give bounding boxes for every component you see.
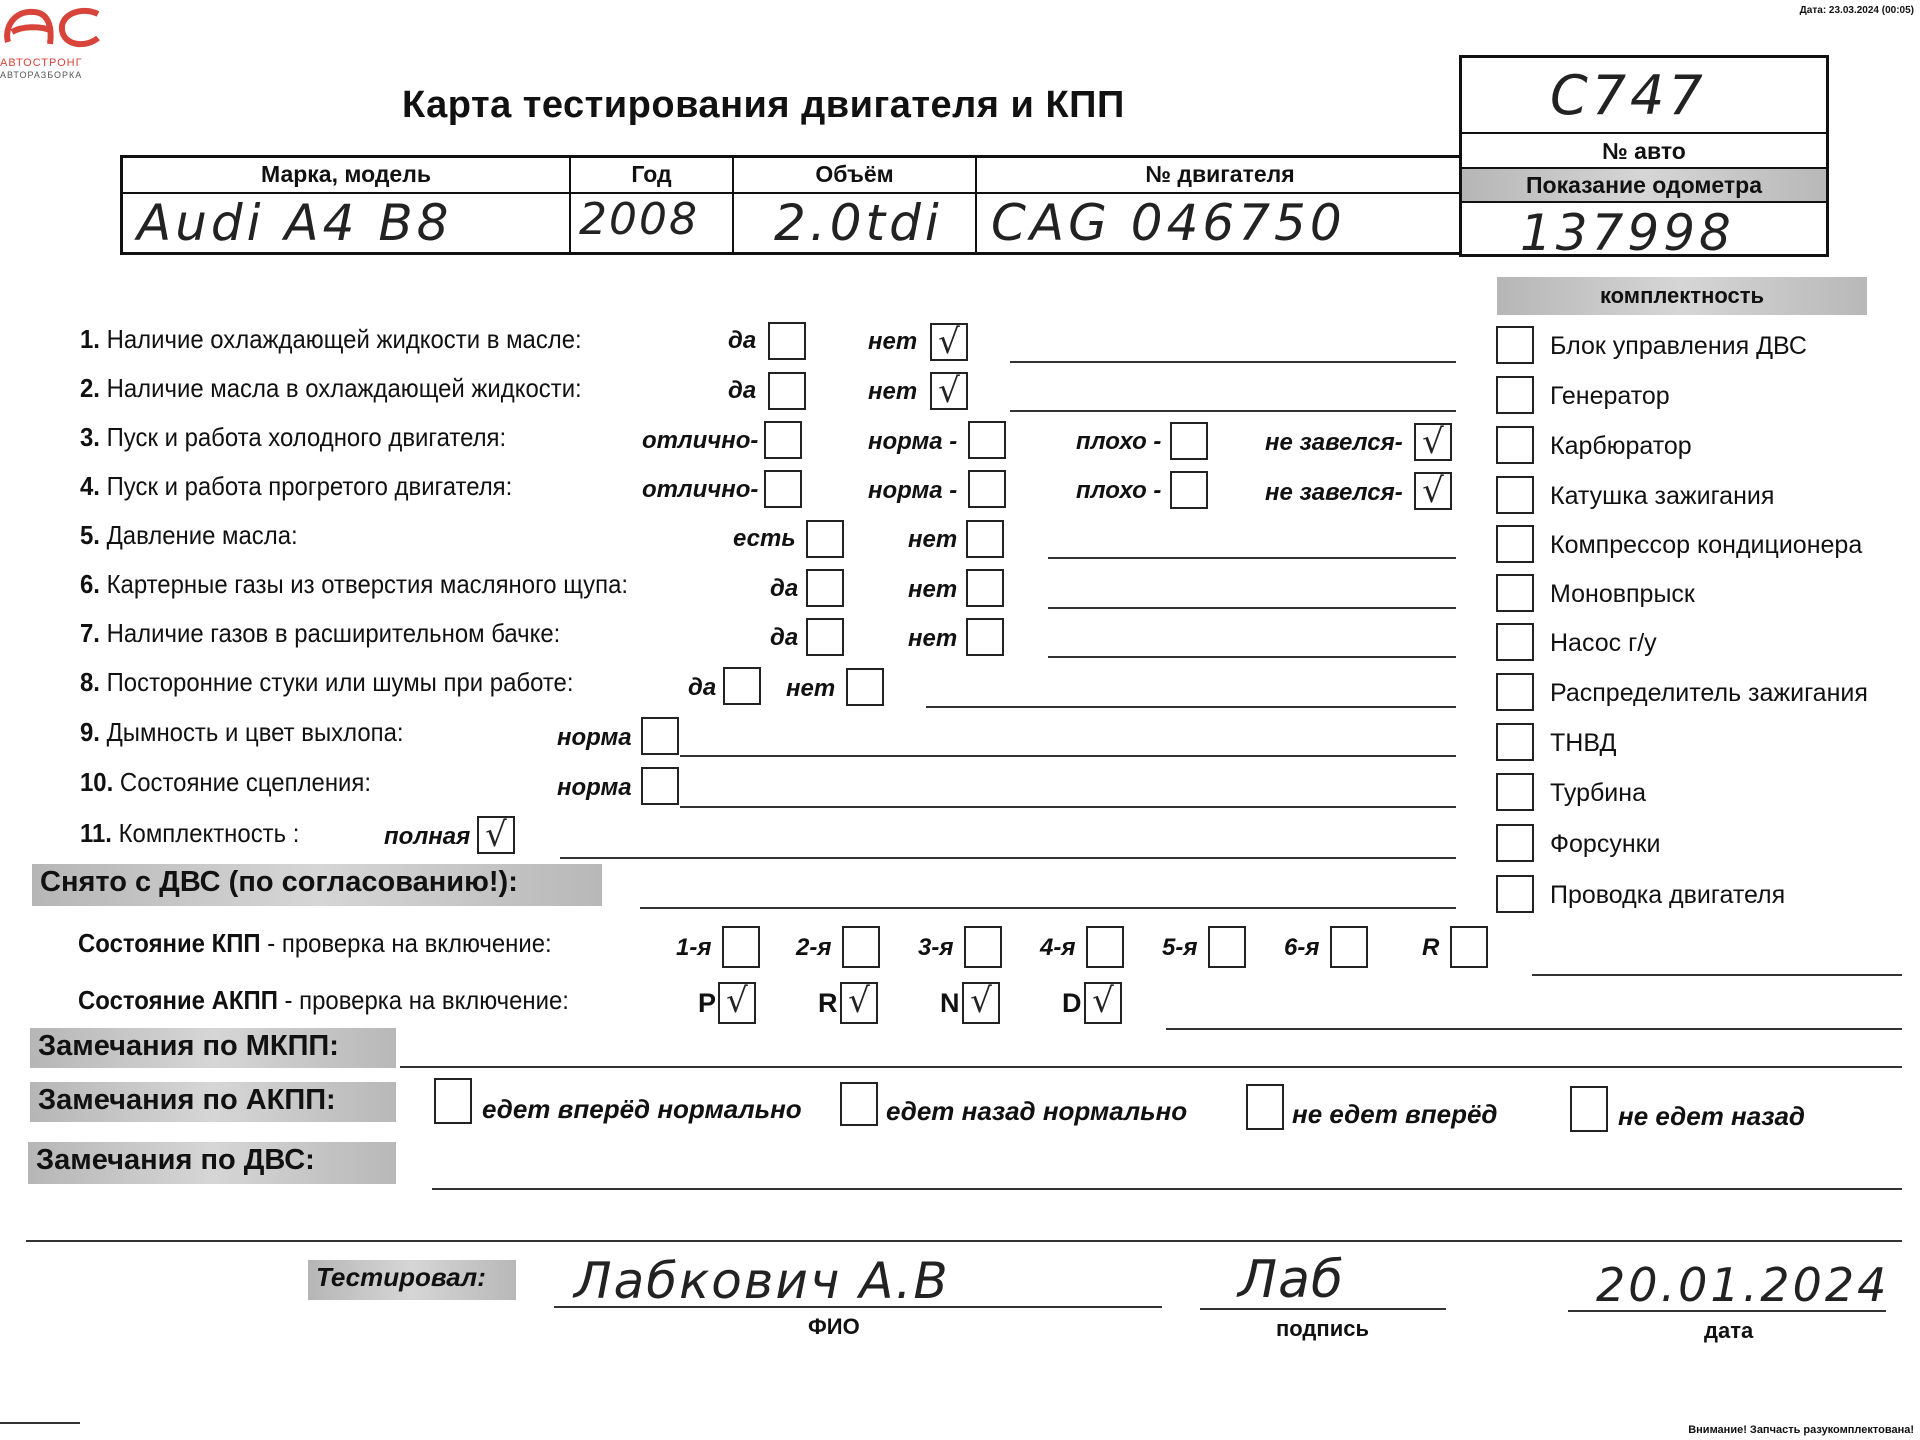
checkbox-gear-4[interactable] (1086, 926, 1124, 968)
question-9 (80, 717, 404, 748)
year-value: 2008 (579, 194, 699, 245)
gear-label: 2-я (796, 934, 832, 961)
notes-line (1010, 361, 1456, 363)
volume-label: Объём (815, 161, 894, 187)
checkbox-kit-ignition-coil[interactable] (1496, 476, 1534, 514)
checkbox-q4-excellent[interactable] (764, 470, 802, 508)
checkbox-q7-no[interactable] (966, 618, 1004, 656)
gear-label: 6-я (1284, 934, 1320, 961)
test-date-value: 20.01.2024 (1596, 1258, 1890, 1312)
checkbox-gear-3[interactable] (964, 926, 1002, 968)
checkbox-q9-normal[interactable] (641, 717, 679, 755)
question-text: Картерные газы из отверстия масляного щупа: (106, 569, 629, 599)
kpp-label-bold: Состояние КПП (78, 928, 261, 958)
checkbox-akpp-p[interactable]: √ (718, 982, 756, 1024)
akpp-remark-option: едет назад нормально (886, 1096, 1188, 1126)
date-caption: дата (1704, 1318, 1754, 1343)
question-8 (80, 667, 573, 698)
kit-item-label: ТНВД (1550, 729, 1617, 757)
akpp-label (78, 985, 569, 1016)
checkbox-q3-excellent[interactable] (764, 421, 802, 459)
signature-line (1200, 1308, 1446, 1310)
option-label: да (688, 674, 717, 701)
option-label: нет (786, 675, 836, 702)
checkbox-gear-6[interactable] (1330, 926, 1368, 968)
checkbox-q5-no[interactable] (966, 520, 1004, 558)
checkbox-q8-yes[interactable] (723, 667, 761, 705)
option-label: нет (868, 328, 918, 355)
kit-item-label: Блок управления ДВС (1550, 332, 1807, 360)
option-label: норма (557, 774, 632, 801)
gear-label: R (1422, 934, 1440, 961)
engine-label: № двигателя (1145, 161, 1295, 187)
print-date: Дата: 23.03.2024 (00:05) (1799, 5, 1914, 16)
kit-item-label: Моновпрыск (1550, 580, 1695, 608)
tester-name-value: Лабкович А.В (574, 1252, 950, 1310)
checkbox-q4-no-start[interactable]: √ (1414, 472, 1452, 510)
question-3 (80, 422, 506, 453)
checkbox-q6-no[interactable] (966, 569, 1004, 607)
question-2 (80, 373, 582, 404)
checkbox-q3-bad[interactable] (1170, 422, 1208, 460)
checkbox-q8-no[interactable] (846, 668, 884, 706)
notes-line (1048, 607, 1456, 609)
completeness-title: комплектность (1497, 277, 1867, 315)
notes-line (1048, 557, 1456, 559)
checkbox-kit-ecu[interactable] (1496, 326, 1534, 364)
removed-line (640, 907, 1456, 909)
checkbox-akpp-r[interactable]: √ (840, 982, 878, 1024)
remarks-mkpp-label: Замечания по МКПП: (30, 1028, 396, 1068)
question-6 (80, 569, 628, 600)
akpp-remark-option: не едет вперёд (1292, 1099, 1498, 1129)
kpp-label-rest: - проверка на включение: (260, 928, 552, 958)
date-line (1568, 1310, 1886, 1312)
question-text: Наличие масла в охлаждающей жидкости: (106, 373, 582, 403)
option-label: нет (908, 576, 958, 603)
logo-mark (0, 0, 105, 52)
kit-item-label: Распределитель зажигания (1550, 679, 1868, 707)
akpp-line (1166, 1028, 1902, 1030)
volume-cell (734, 158, 977, 252)
checkbox-gear-2[interactable] (842, 926, 880, 968)
signature-caption: подпись (1276, 1316, 1369, 1341)
checkbox-q2-yes[interactable] (768, 372, 806, 410)
checkbox-q2-no[interactable]: √ (930, 372, 968, 410)
question-number: 8. (80, 667, 100, 697)
checkbox-kit-ac-compressor[interactable] (1496, 525, 1534, 563)
checkbox-q3-no-start[interactable]: √ (1414, 423, 1452, 461)
question-text: Наличие газов в расширительном бачке: (106, 618, 561, 648)
checkbox-q4-bad[interactable] (1170, 471, 1208, 509)
checkbox-q4-normal[interactable] (968, 470, 1006, 508)
option-label: отлично- (642, 476, 759, 503)
car-number-value: C747 (1550, 64, 1707, 127)
kit-item-label: Компрессор кондиционера (1550, 531, 1863, 559)
option-label: плохо - (1076, 477, 1162, 504)
checkbox-kit-monoinjector[interactable] (1496, 574, 1534, 612)
car-number-box (1459, 55, 1829, 262)
model-label: Марка, модель (261, 161, 431, 187)
akpp-position-label: N (940, 988, 960, 1018)
car-number-label: № авто (1602, 138, 1686, 164)
year-cell (571, 158, 734, 252)
signature-value: Лаб (1238, 1250, 1345, 1310)
model-value: Audi A4 B8 (137, 194, 453, 252)
question-text: Комплектность : (118, 818, 300, 848)
kit-item-label: Турбина (1550, 779, 1646, 807)
kit-item-label: Катушка зажигания (1550, 482, 1775, 510)
checkbox-q11-full[interactable]: √ (477, 816, 515, 854)
model-cell (123, 158, 571, 252)
akpp-position-label: R (818, 988, 838, 1018)
question-text: Состояние сцепления: (119, 767, 372, 797)
checkbox-akpp-reverse-ok[interactable] (840, 1082, 878, 1126)
question-number: 1. (80, 324, 100, 354)
checkbox-kit-turbine[interactable] (1496, 773, 1534, 811)
question-number: 6. (80, 569, 100, 599)
akpp-position-label: P (698, 988, 717, 1018)
notes-line (680, 806, 1456, 808)
option-label: норма - (868, 477, 958, 504)
checkbox-akpp-d[interactable]: √ (1084, 982, 1122, 1024)
edge-mark (0, 1422, 80, 1424)
checkbox-kit-generator[interactable] (1496, 376, 1534, 414)
name-caption: ФИО (808, 1314, 860, 1339)
checkbox-kit-distributor[interactable] (1496, 673, 1534, 711)
question-text: Дымность и цвет выхлопа: (106, 717, 404, 747)
kit-item-label: Генератор (1550, 382, 1670, 410)
footer-warning: Внимание! Запчасть разукомплектована! (1688, 1424, 1914, 1436)
question-text: Давление масла: (106, 520, 298, 550)
checkbox-q5-yes[interactable] (806, 520, 844, 558)
gear-label: 4-я (1040, 934, 1076, 961)
notes-line (926, 706, 1456, 708)
kpp-label (78, 928, 552, 959)
option-label: отлично- (642, 427, 759, 454)
option-label: есть (733, 525, 796, 552)
remarks-dvs-label: Замечания по ДВС: (28, 1142, 396, 1184)
option-label: не завелся- (1265, 429, 1403, 456)
option-label: плохо - (1076, 428, 1162, 455)
question-text: Наличие охлаждающей жидкости в масле: (106, 324, 582, 354)
checkbox-kit-injectors[interactable] (1496, 824, 1534, 862)
engine-cell (977, 158, 1463, 252)
question-11 (80, 818, 299, 849)
logo-company-type: АВТОРАЗБОРКА (0, 70, 83, 80)
kit-item-label: Форсунки (1550, 830, 1661, 858)
engine-value: CAG 046750 (991, 194, 1346, 252)
volume-value: 2.0tdi (774, 194, 943, 252)
name-line (554, 1306, 1162, 1308)
question-number: 2. (80, 373, 100, 403)
gear-label: 3-я (918, 934, 954, 961)
question-number: 4. (80, 471, 100, 501)
vehicle-table (120, 155, 1460, 255)
page-title: Карта тестирования двигателя и КПП (402, 84, 1125, 126)
option-label: нет (908, 625, 958, 652)
question-7 (80, 618, 560, 649)
checkbox-q1-yes[interactable] (768, 322, 806, 360)
notes-line (560, 857, 1456, 859)
option-label: норма (557, 724, 632, 751)
remarks-akpp-label: Замечания по АКПП: (30, 1082, 396, 1122)
checkbox-q7-yes[interactable] (806, 618, 844, 656)
question-number: 3. (80, 422, 100, 452)
kit-item-label: Карбюратор (1550, 432, 1692, 460)
option-label: норма - (868, 428, 958, 455)
odometer-label: Показание одометра (1462, 169, 1826, 201)
option-label: нет (908, 526, 958, 553)
gear-label: 1-я (676, 934, 712, 961)
separator-line (26, 1240, 1902, 1242)
option-label: да (728, 327, 757, 354)
checkbox-akpp-n[interactable]: √ (962, 982, 1000, 1024)
question-10 (80, 767, 371, 798)
option-label: полная (384, 823, 471, 850)
question-5 (80, 520, 298, 551)
company-logo (0, 0, 110, 80)
checkbox-gear-5[interactable] (1208, 926, 1246, 968)
option-label: да (770, 624, 799, 651)
option-label: нет (868, 378, 918, 405)
odometer-value: 137998 (1520, 204, 1735, 262)
kit-item-label: Насос г/у (1550, 629, 1657, 657)
year-label: Год (631, 161, 672, 187)
kpp-line (1532, 974, 1902, 976)
checkbox-q1-no[interactable]: √ (930, 323, 968, 361)
checkbox-akpp-no-reverse[interactable] (1570, 1086, 1608, 1132)
akpp-label-rest: - проверка на включение: (277, 985, 569, 1015)
checkbox-gear-r[interactable] (1450, 926, 1488, 968)
checkbox-akpp-no-forward[interactable] (1246, 1084, 1284, 1130)
checkbox-kit-power-steering-pump[interactable] (1496, 623, 1534, 661)
question-number: 9. (80, 717, 100, 747)
checkbox-q6-yes[interactable] (806, 569, 844, 607)
akpp-remark-option: не едет назад (1618, 1101, 1806, 1131)
kit-item-label: Проводка двигателя (1550, 881, 1786, 909)
question-text: Пуск и работа прогретого двигателя: (106, 471, 513, 501)
notes-line (1048, 656, 1456, 658)
tested-by-label: Тестировал: (308, 1260, 516, 1300)
question-4 (80, 471, 512, 502)
question-number: 7. (80, 618, 100, 648)
notes-line (680, 755, 1456, 757)
checkbox-q10-normal[interactable] (641, 767, 679, 805)
logo-company-name: АВТОСТРОНГ (0, 57, 83, 69)
question-text: Пуск и работа холодного двигателя: (106, 422, 507, 452)
question-1 (80, 324, 582, 355)
checkbox-kit-engine-wiring[interactable] (1496, 875, 1534, 913)
notes-line (1010, 410, 1456, 412)
checkbox-kit-injection-pump[interactable] (1496, 723, 1534, 761)
checkbox-akpp-forward-ok[interactable] (434, 1078, 472, 1124)
akpp-position-label: D (1062, 988, 1082, 1018)
question-number: 10. (80, 767, 114, 797)
checkbox-q3-normal[interactable] (968, 421, 1006, 459)
question-number: 11. (80, 818, 112, 848)
question-text: Посторонние стуки или шумы при работе: (106, 667, 574, 697)
option-label: да (728, 377, 757, 404)
gear-label: 5-я (1162, 934, 1198, 961)
akpp-label-bold: Состояние АКПП (78, 985, 278, 1015)
option-label: да (770, 575, 799, 602)
akpp-remark-option: едет вперёд нормально (482, 1094, 802, 1124)
question-number: 5. (80, 520, 100, 550)
remarks-mkpp-line (400, 1066, 1902, 1068)
removed-label: Снято с ДВС (по согласованию!): (32, 864, 602, 906)
checkbox-kit-carburetor[interactable] (1496, 426, 1534, 464)
option-label: не завелся- (1265, 479, 1403, 506)
checkbox-gear-1[interactable] (722, 926, 760, 968)
remarks-dvs-line (432, 1188, 1902, 1190)
